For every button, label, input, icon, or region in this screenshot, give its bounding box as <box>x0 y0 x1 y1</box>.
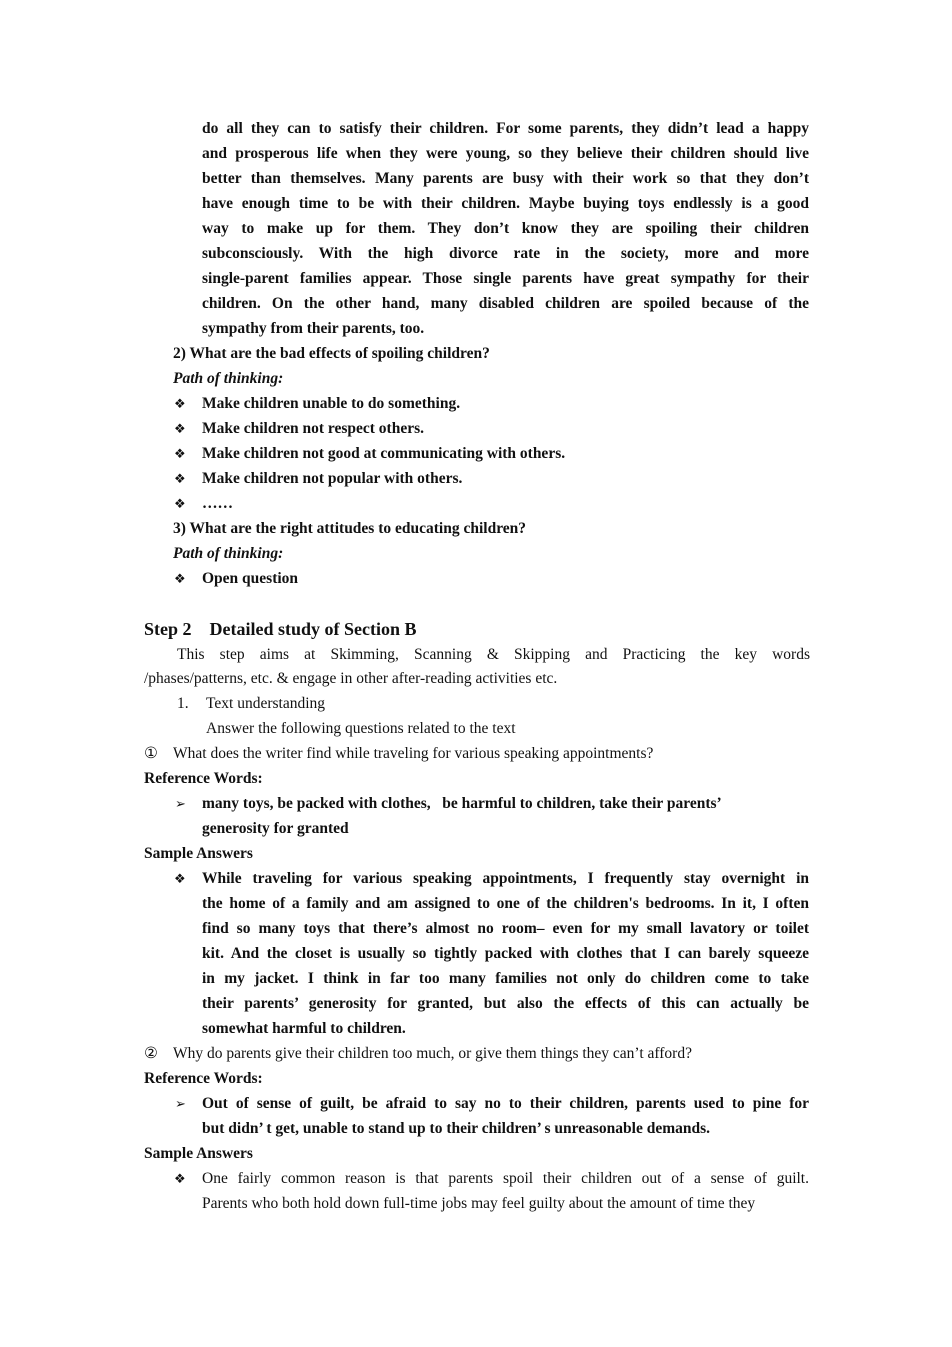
bullet-item: Make children not good at communicating with others. <box>202 445 566 462</box>
intro-line: sympathy from their parents, too. <box>202 320 425 337</box>
answer-line: One fairly common reason is that parents spoil their children out of a sense of guilt. <box>202 1170 809 1187</box>
question-1-text: What does the writer find while traveling for various speaking appointments? <box>173 745 654 762</box>
path-of-thinking-label: Path of thinking: <box>173 370 284 387</box>
intro-line: subconsciously. With the high divorce rate in the society, more and more <box>202 245 809 262</box>
item-number: 1. <box>177 695 189 712</box>
step2-description: This step aims at Skimming, Scanning & Skipping and Practicing the key words <box>177 646 810 663</box>
item-title: Text understanding <box>206 695 326 712</box>
bullet-icon: ❖ <box>174 571 186 586</box>
answer-line: Parents who both hold down full-time jobs may feel guilty about the amount of time they <box>202 1195 756 1212</box>
sample-answers-label: Sample Answers <box>144 1145 253 1162</box>
intro-line: have enough time to be with their children. Maybe buying toys endlessly is a good <box>202 195 809 212</box>
answer-line: the home of a family and am assigned to one of the children's bedrooms. In it, I often <box>202 895 809 912</box>
reference-words-line: many toys, be packed with clothes, be harmful to children, take their parents’ <box>202 795 722 812</box>
reference-words-line: but didn’ t get, unable to stand up to their children’ s unreasonable demands. <box>202 1120 711 1137</box>
bullet-icon: ❖ <box>174 396 186 411</box>
reference-words-line: generosity for granted <box>202 820 349 837</box>
bullet-item: Open question <box>202 570 299 587</box>
answer-line: While traveling for various speaking appointments, I frequently stay overnight in <box>202 870 809 887</box>
path-of-thinking-label: Path of thinking: <box>173 545 284 562</box>
bullet-item: Make children not respect others. <box>202 420 424 437</box>
reference-words-line: Out of sense of guilt, be afraid to say no to their children, parents used to pine for <box>202 1095 809 1112</box>
reference-words-label: Reference Words: <box>144 770 263 787</box>
answer-line: in my jacket. I think in far too many families not only do children come to take <box>202 970 809 987</box>
question-3-heading: 3) What are the right attitudes to educating children? <box>173 520 527 537</box>
bullet-icon: ❖ <box>174 496 186 511</box>
intro-line: better than themselves. Many parents are busy with their work so that they don’t <box>202 170 809 187</box>
intro-line: single-parent families appear. Those single parents have great sympathy for their <box>202 270 809 287</box>
answer-line: find so many toys that there’s almost no room– even for my small lavatory or toilet <box>202 920 809 937</box>
circled-one-marker: ① <box>144 745 158 762</box>
bullet-item: …… <box>202 495 233 512</box>
bullet-icon: ❖ <box>174 1171 186 1186</box>
bullet-item: Make children unable to do something. <box>202 395 461 412</box>
bullet-item: Make children not popular with others. <box>202 470 463 487</box>
circled-two-marker: ② <box>144 1045 158 1062</box>
question-2-text: Why do parents give their children too much, or give them things they can’t afford? <box>173 1045 692 1062</box>
question-2-heading: 2) What are the bad effects of spoiling children? <box>173 345 490 362</box>
answer-line: their parents’ generosity for granted, but also the effects of this can actually be <box>202 995 809 1012</box>
step2-heading: Step 2 Detailed study of Section B <box>144 619 417 639</box>
bullet-icon: ❖ <box>174 421 186 436</box>
arrow-bullet-icon: ➢ <box>175 796 186 811</box>
instruction-text: Answer the following questions related to the text <box>206 720 516 737</box>
intro-line: children. On the other hand, many disabled children are spoiled because of the <box>202 295 809 312</box>
intro-line: do all they can to satisfy their children. For some parents, they didn’t lead a happy <box>202 120 809 137</box>
intro-line: way to make up for them. They don’t know they are spoiling their children <box>202 220 809 237</box>
answer-line: somewhat harmful to children. <box>202 1020 406 1037</box>
bullet-icon: ❖ <box>174 871 186 886</box>
step2-description: /phases/patterns, etc. & engage in other after-reading activities etc. <box>144 670 558 687</box>
bullet-icon: ❖ <box>174 471 186 486</box>
arrow-bullet-icon: ➢ <box>175 1096 186 1111</box>
sample-answers-label: Sample Answers <box>144 845 253 862</box>
bullet-icon: ❖ <box>174 446 186 461</box>
reference-words-label: Reference Words: <box>144 1070 263 1087</box>
intro-line: and prosperous life when they were young, so they believe their children should live <box>202 145 809 162</box>
answer-line: kit. And the closet is usually so tightly packed with clothes that I can barely squeeze <box>202 945 809 962</box>
